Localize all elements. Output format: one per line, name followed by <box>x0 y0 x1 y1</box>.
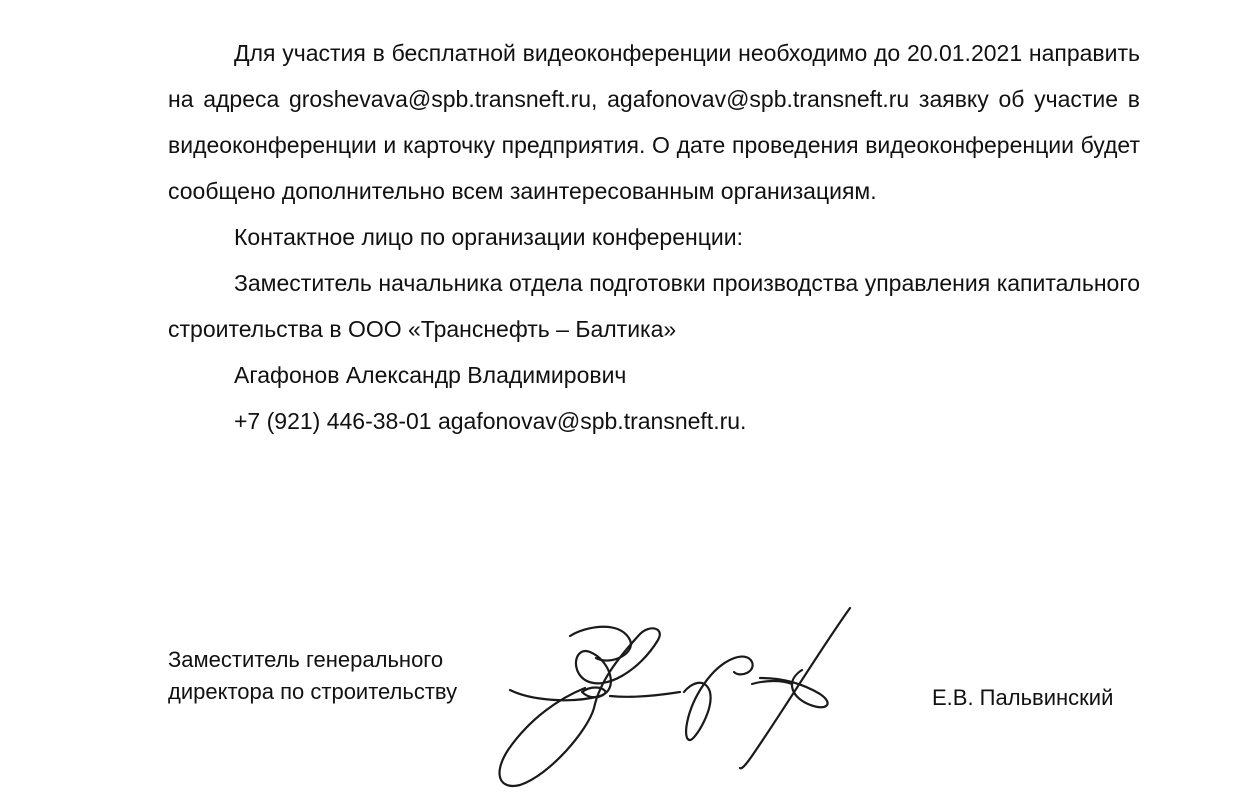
contact-name: Агафонов Александр Владимирович <box>234 362 627 388</box>
signatory-title-line-1: Заместитель генерального <box>168 647 444 672</box>
handwritten-signature <box>490 600 860 800</box>
participation-paragraph: Для участия в бесплатной видеоконференции необходимо до 20.01.2021 направить на адреса groshevava@spb.transneft.ru, agafonovav@spb.transneft.ru заявку об участие в видеоконференции и карточку предприятия. О дате проведения видеоконференции будет сообщено дополнительно всем заинтересованным организациям. <box>168 40 1140 204</box>
signatory-name: Е.В. Пальвинский <box>932 685 1114 710</box>
contact-position: Заместитель начальника отдела подготовки производства управления капитального строительства в ООО «Транснефть – Балтика» <box>168 270 1140 342</box>
signatory-title <box>168 644 457 708</box>
contact-heading: Контактное лицо по организации конференции: <box>234 224 743 250</box>
signatory-title-line-2: директора по строительству <box>168 679 458 704</box>
contact-details: +7 (921) 446-38-01 agafonovav@spb.transneft.ru. <box>234 408 747 434</box>
